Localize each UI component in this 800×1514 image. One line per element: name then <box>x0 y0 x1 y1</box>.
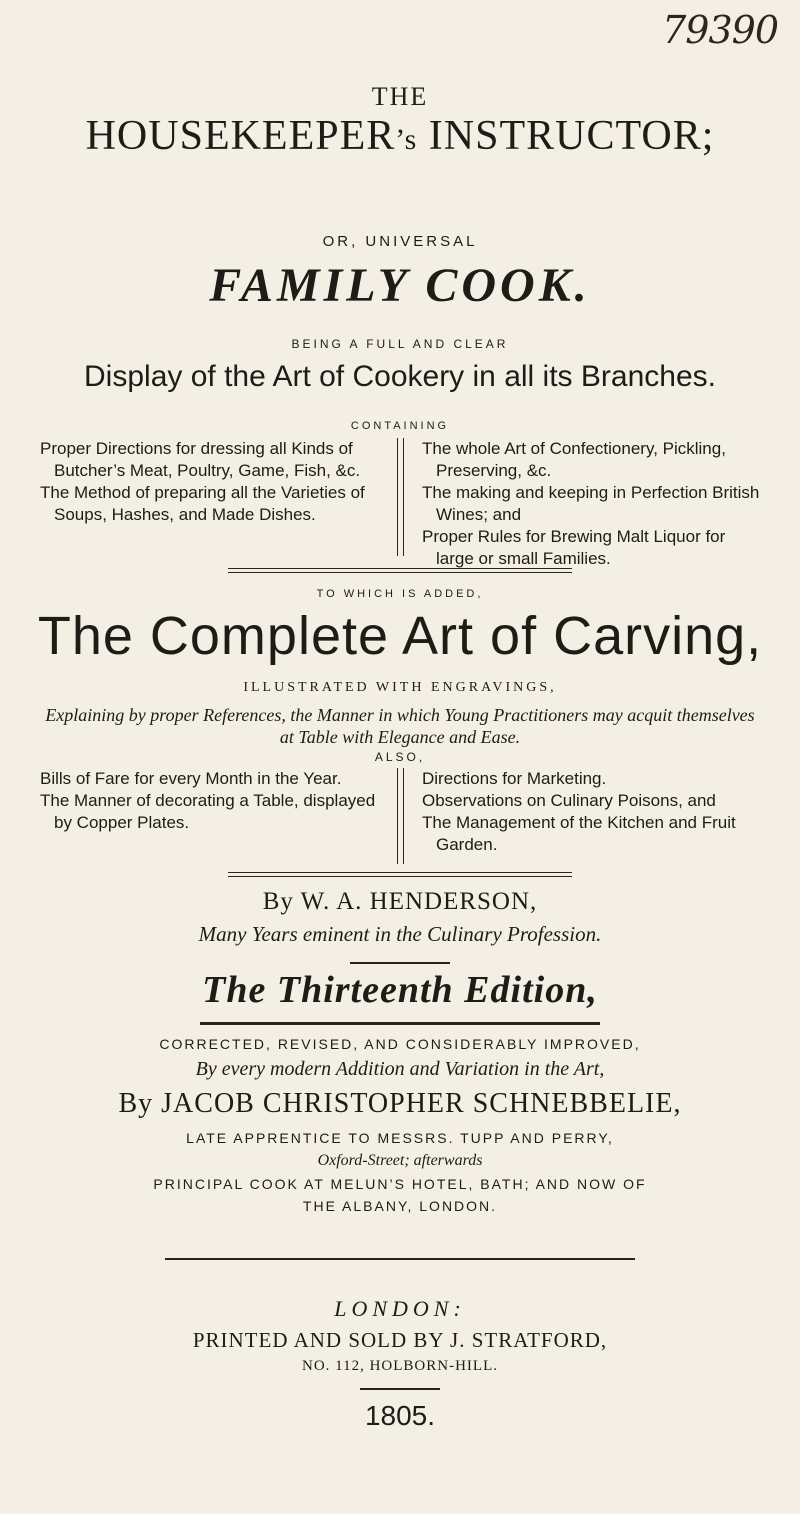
also-left-item: Bills of Fare for every Month in the Year. <box>40 769 342 788</box>
main-title-end: INSTRUCTOR; <box>417 113 715 159</box>
main-title <box>0 112 800 160</box>
illustrated-line: ILLUSTRATED WITH ENGRAVINGS, <box>243 680 557 695</box>
main-title-word: HOUSEKEEPER <box>85 113 396 159</box>
imprint-printer: PRINTED AND SOLD BY J. STRATFORD, <box>192 1328 608 1352</box>
contents-right-item: The making and keeping in Perfection British Wines; and <box>422 483 760 524</box>
main-title-possessive: ’s <box>395 123 418 156</box>
display-line: Display of the Art of Cookery in all its Branches. <box>84 360 716 393</box>
edition-line: The Thirteenth Edition, <box>202 969 598 1011</box>
imprint-city: LONDON: <box>334 1296 466 1321</box>
author-description: Many Years eminent in the Culinary Profession. <box>198 922 602 946</box>
principal-cook-line: PRINCIPAL COOK AT MELUN’S HOTEL, BATH; AND NOW OF <box>153 1176 647 1192</box>
late-apprentice-line: LATE APPRENTICE TO MESSRS. TUPP AND PERRY, <box>186 1130 614 1146</box>
column-divider <box>397 438 404 556</box>
contents-left-item: Proper Directions for dressing all Kinds of Butcher’s Meat, Poultry, Game, Fish, &c. <box>40 439 361 480</box>
contents-right-item: The whole Art of Confectionery, Pickling, Preserving, &c. <box>422 439 726 480</box>
rule-imprint <box>165 1258 635 1260</box>
oxford-street-line: Oxford-Street; afterwards <box>317 1152 483 1169</box>
also-label: ALSO, <box>374 750 426 764</box>
rule-double <box>228 872 572 877</box>
title-article: THE <box>371 82 429 111</box>
also-columns <box>40 768 760 864</box>
rule-short <box>360 1388 440 1390</box>
shelfmark-handwritten: 79390 <box>662 8 778 52</box>
by-every-line: By every modern Addition and Variation in the Art, <box>195 1058 605 1080</box>
contents-left-column <box>40 438 378 556</box>
carving-title: The Complete Art of Carving, <box>37 606 763 666</box>
containing-label: CONTAINING <box>350 420 450 432</box>
being-line: BEING A FULL AND CLEAR <box>291 337 509 351</box>
subtitle-or-universal: OR, UNIVERSAL <box>322 233 478 250</box>
albany-line: THE ALBANY, LONDON. <box>302 1198 498 1214</box>
contents-right-item: Proper Rules for Brewing Malt Liquor for large or small Families. <box>422 527 726 568</box>
rule-short <box>350 962 450 964</box>
to-which-label: TO WHICH IS ADDED, <box>316 588 484 600</box>
author-line: By W. A. HENDERSON, <box>262 888 538 915</box>
rule-double <box>228 568 572 573</box>
also-right-item: The Management of the Kitchen and Fruit Garden. <box>422 813 736 854</box>
rule-thick <box>200 1022 600 1025</box>
editor-line: By JACOB CHRISTOPHER SCHNEBBELIE, <box>118 1088 682 1119</box>
imprint-address: NO. 112, HOLBORN-HILL. <box>301 1358 498 1374</box>
also-left-column <box>40 768 378 864</box>
subtitle-family-cook: FAMILY COOK. <box>209 259 591 312</box>
contents-columns <box>40 438 760 568</box>
contents-right-column <box>422 438 760 568</box>
explaining-text: Explaining by proper References, the Manner in which Young Practitioners may acquit themselves at Table with Elegance and Ease. <box>45 705 755 747</box>
also-right-item: Directions for Marketing. <box>422 769 607 788</box>
also-right-column <box>422 768 760 864</box>
column-divider <box>397 768 404 864</box>
contents-left-item: The Method of preparing all the Varieties of Soups, Hashes, and Made Dishes. <box>40 483 365 524</box>
also-left-item: The Manner of decorating a Table, displayed by Copper Plates. <box>40 791 376 832</box>
imprint-year: 1805. <box>364 1400 436 1431</box>
corrected-line: CORRECTED, REVISED, AND CONSIDERABLY IMPROVED, <box>159 1036 641 1052</box>
also-right-item: Observations on Culinary Poisons, and <box>422 791 716 810</box>
